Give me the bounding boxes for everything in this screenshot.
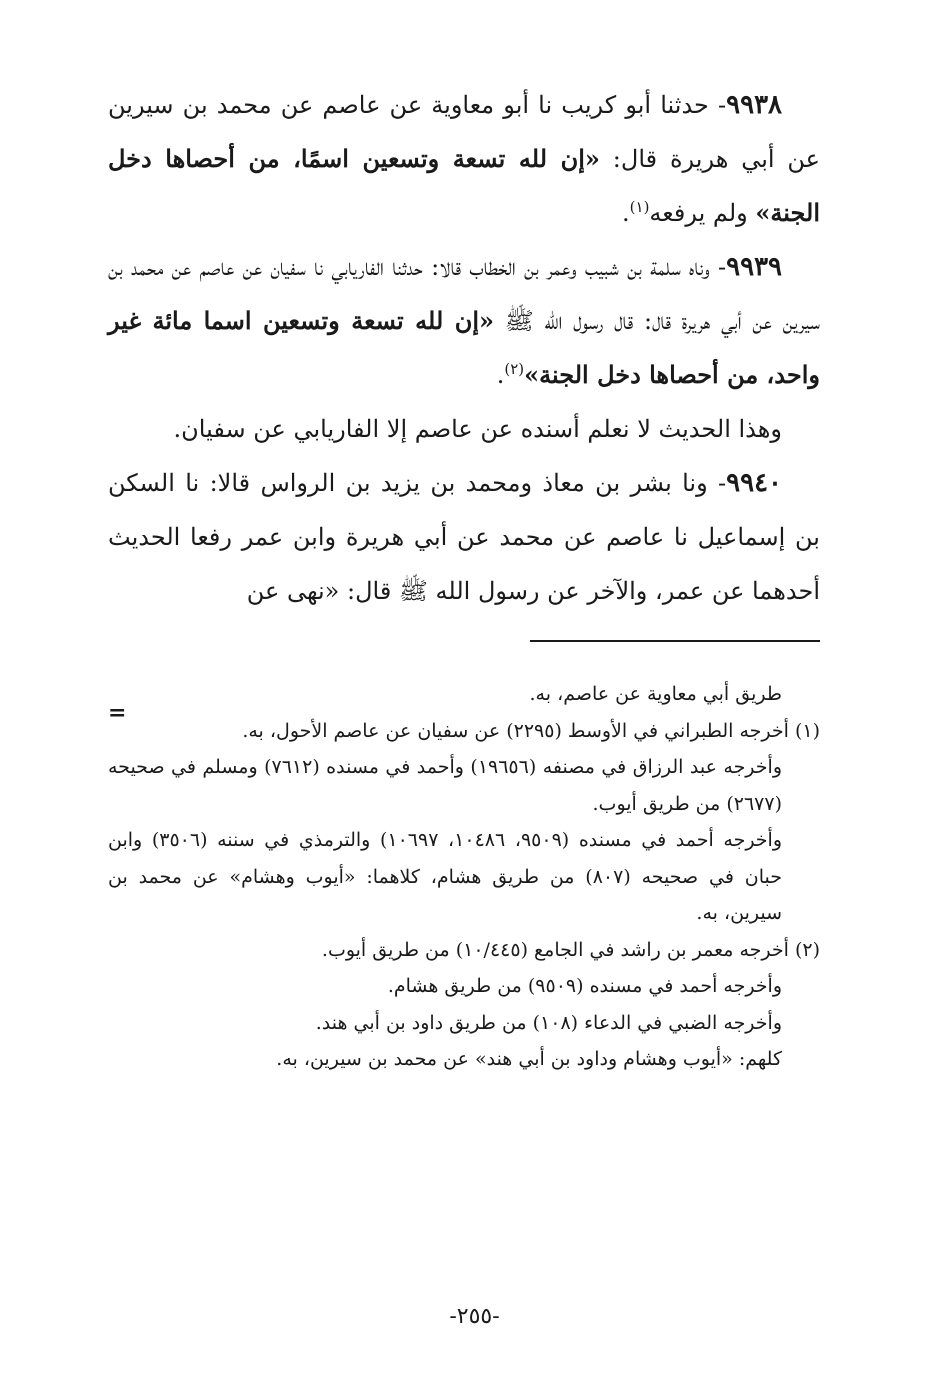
- hadith-text: - ونا بشر بن معاذ ومحمد بن يزيد بن الرواس قالا: نا السكن بن إسماعيل نا عاصم عن محمد عن أبي هريرة وابن عمر رفعا الحديث أحدهما عن عمر، والآخر عن رسول الله ﷺ قال: «نهى عن: [108, 469, 820, 605]
- footnote-ref[interactable]: (٢): [504, 360, 525, 378]
- hadith-number: ٩٩٣٩: [726, 252, 782, 282]
- footnotes: [108, 676, 820, 1078]
- page-body: [108, 78, 820, 1078]
- hadith-9938: [108, 78, 820, 240]
- hadith-text: ولم يرفعه: [649, 199, 756, 227]
- hadith-matn: «إن لله تسعة وتسعين اسما مائة غير واحد، من أحصاها دخل الجنة»: [108, 306, 820, 389]
- footnote-1-line: وأخرجه أحمد في مسنده (٩٥٠٩، ١٠٤٨٦، ١٠٦٩٧) والترمذي في سننه (٣٥٠٦) وابن حبان في صحيحه (٨٠٧) من طريق هشام، كلاهما: «أيوب وهشام» عن محمد بن سيرين، به.: [108, 829, 783, 924]
- hadith-number: ٩٩٤٠: [726, 468, 782, 498]
- footnote-divider: [530, 640, 820, 642]
- footnote-1: (١) أخرجه الطبراني في الأوسط (٢٢٩٥) عن سفيان عن عاصم الأحول، به.: [242, 719, 820, 742]
- footnote-2: (٢) أخرجه معمر بن راشد في الجامع (١٠/٤٤٥) من طريق أيوب.: [321, 938, 820, 961]
- page-number: -٢٥٥-: [449, 1304, 500, 1329]
- main-text: [108, 78, 820, 618]
- continuation-mark: =: [108, 700, 127, 726]
- footnote-2-line: وأخرجه الضبي في الدعاء (١٠٨) من طريق داود بن أبي هند.: [315, 1011, 782, 1034]
- footnote-1-line: وأخرجه عبد الرزاق في مصنفه (١٩٦٥٦) وأحمد في مسنده (٧٦١٢) ومسلم في صحيحه (٢٦٧٧) من طريق أيوب.: [108, 756, 782, 815]
- author-comment: وهذا الحديث لا نعلم أسنده عن عاصم إلا الفاريابي عن سفيان.: [173, 415, 782, 443]
- period: .: [622, 199, 630, 227]
- period: .: [496, 361, 505, 389]
- footnote-carryover: طريق أبي معاوية عن عاصم، به.: [529, 683, 782, 705]
- footnote-ref[interactable]: (١): [629, 198, 650, 216]
- hadith-9940: [108, 456, 820, 618]
- footnote-2-line: كلهم: «أيوب وهشام وداود بن أبي هند» عن محمد بن سيرين، به.: [276, 1048, 782, 1070]
- hadith-number: ٩٩٣٨: [726, 90, 782, 120]
- footnote-2-line: وأخرجه أحمد في مسنده (٩٥٠٩) من طريق هشام.: [387, 975, 782, 997]
- hadith-text: - حدثنا أبو كريب نا أبو معاوية عن عاصم عن محمد بن سيرين عن أبي هريرة قال:: [108, 91, 821, 173]
- hadith-matn: «إن لله تسعة وتسعين اسمًا، من أحصاها دخل الجنة»: [108, 144, 820, 227]
- hadith-9939: [108, 240, 820, 402]
- hadith-text: - وناه سلمة بن شبيب وعمر بن الخطاب قالا: حدثنا الفاريابي نا سفيان عن عاصم عن محمد بن سيرين عن أبي هريرة قال: قال رسول الله ﷺ: [108, 253, 820, 335]
